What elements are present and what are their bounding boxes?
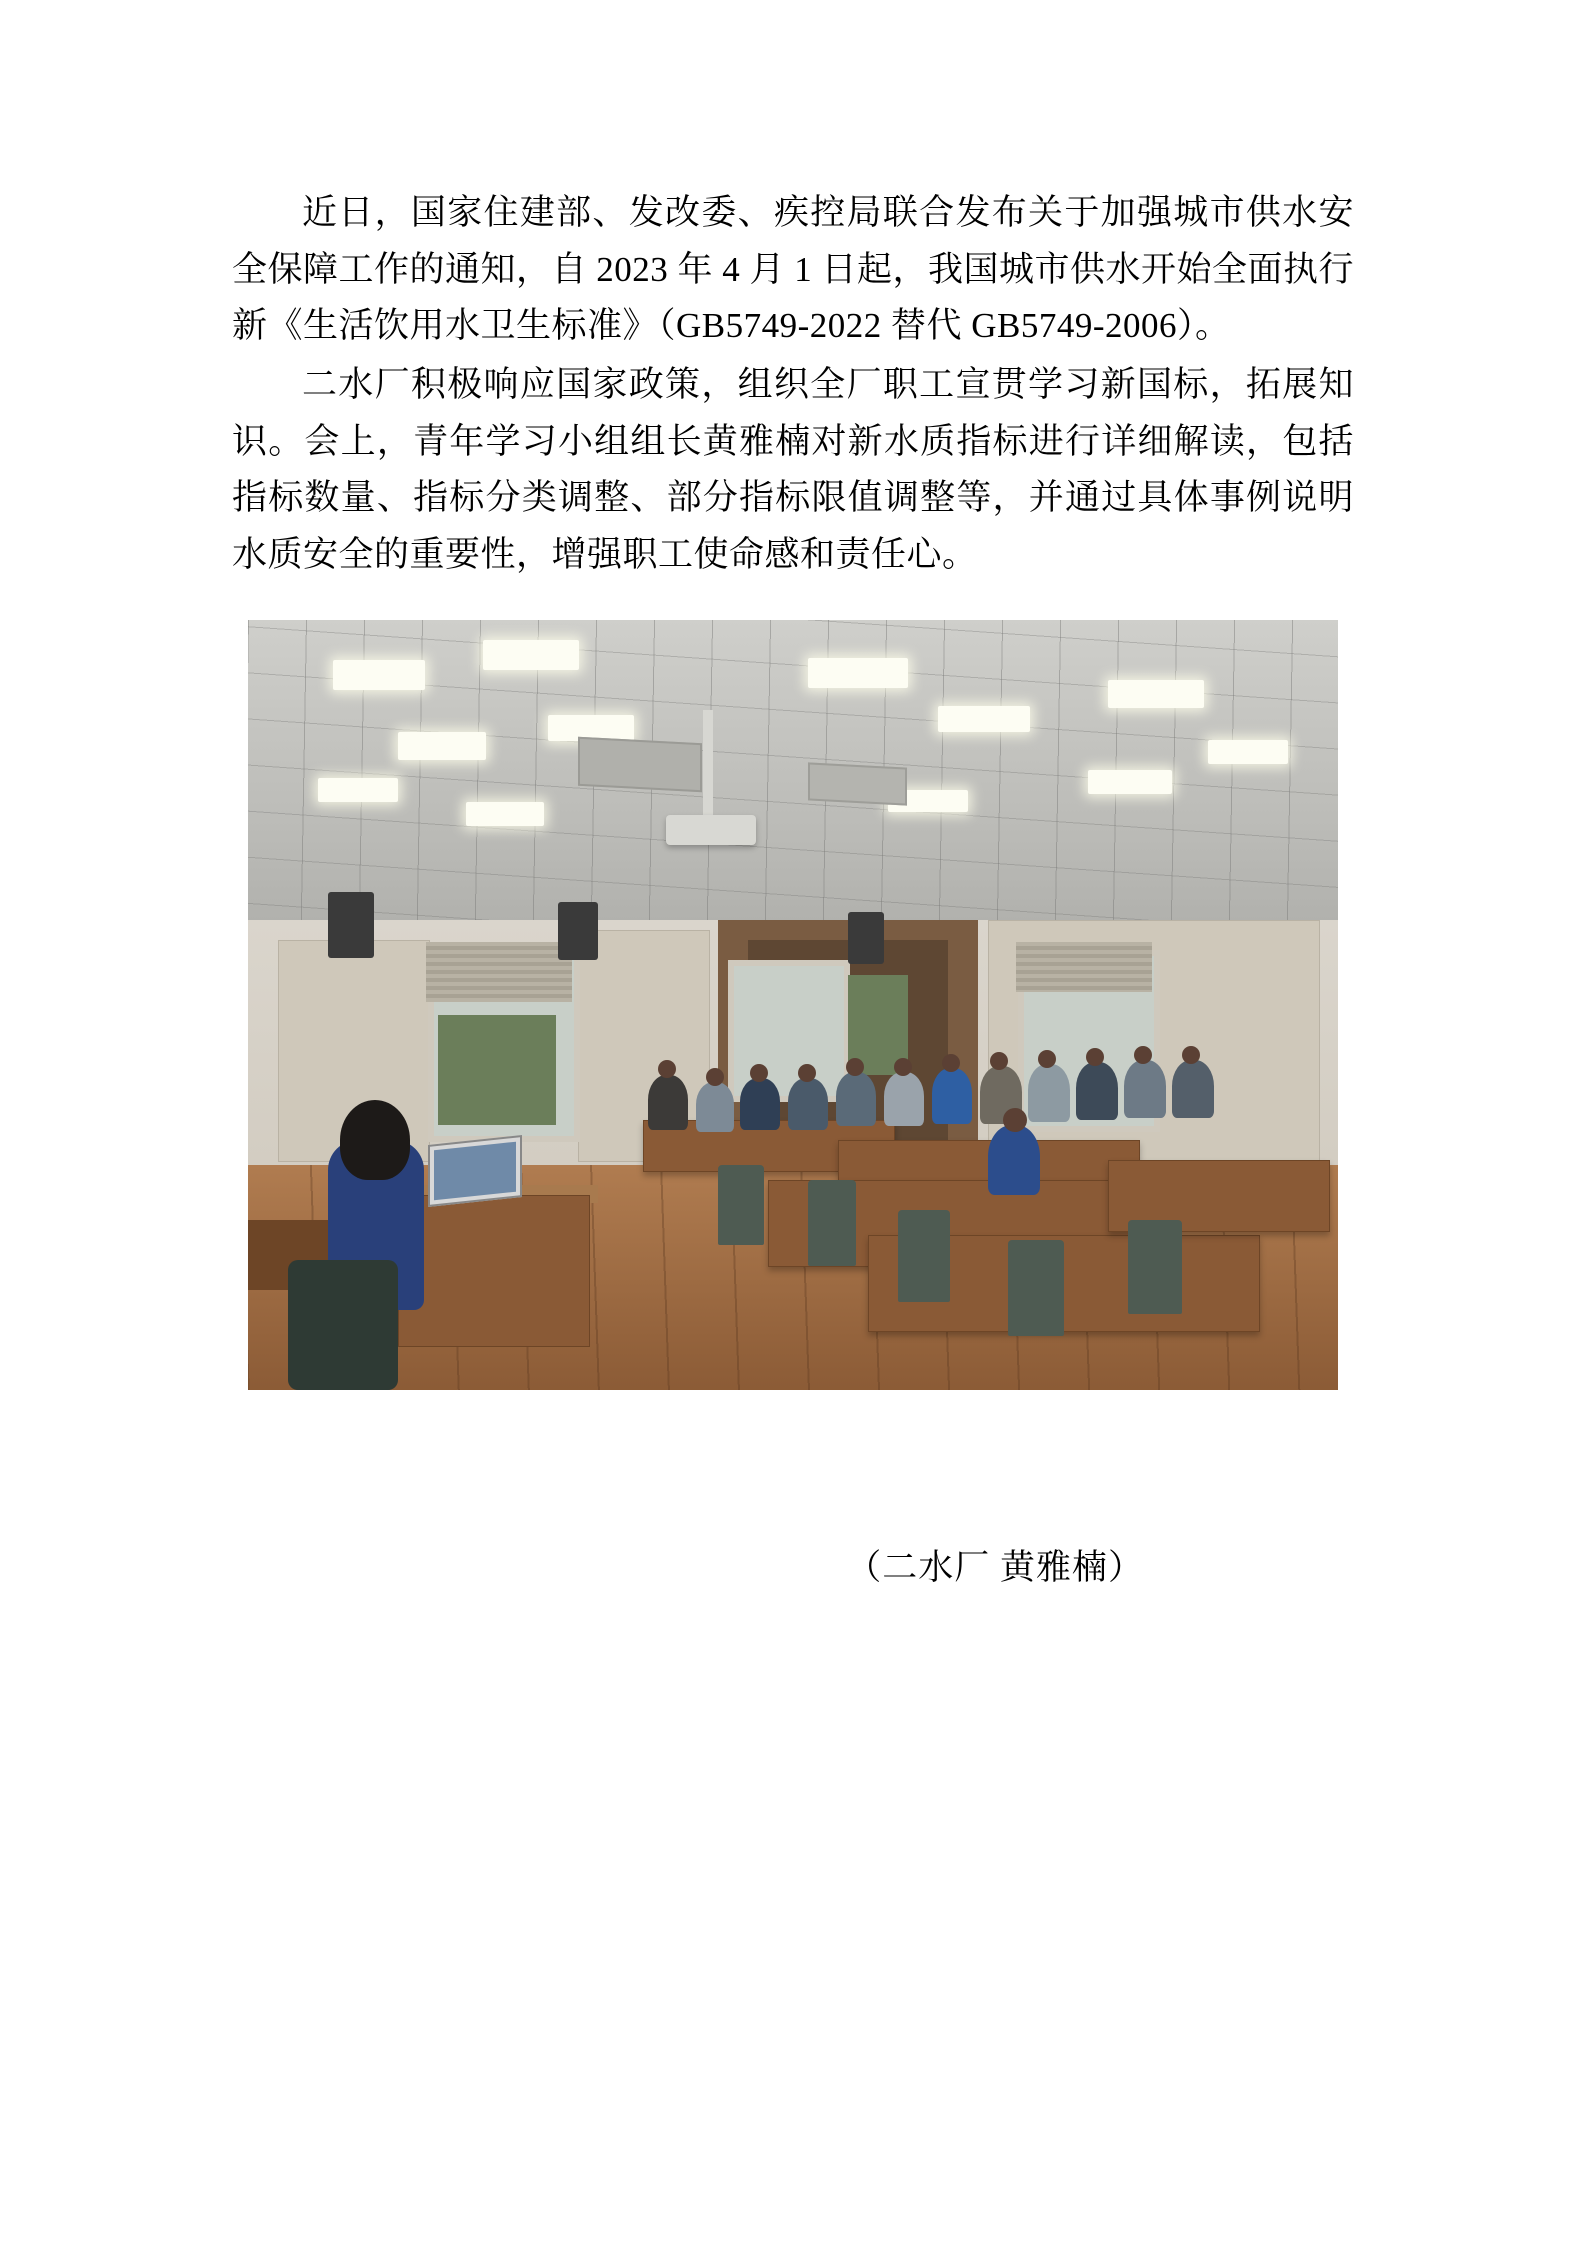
attendee — [988, 1125, 1040, 1195]
paragraph-2: 二水厂积极响应国家政策，组织全厂职工宣贯学习新国标，拓展知识。会上，青年学习小组组长黄雅楠对新水质指标进行详细解读，包括指标数量、指标分类调整、部分指标限值调整等，并通过具体事例说明水质安全的重要性，增强职工使命感和责任心。 — [232, 365, 1354, 575]
ceiling-lamp — [483, 640, 579, 670]
chair — [718, 1165, 764, 1245]
ceiling-lamp — [1208, 740, 1288, 764]
document-body — [232, 185, 1354, 1590]
signature-line: （二水厂 黄雅楠） — [846, 1547, 1144, 1587]
attendee-head — [1003, 1108, 1027, 1132]
projector-mount — [703, 710, 713, 820]
window-blinds — [426, 942, 572, 1002]
chair — [898, 1210, 950, 1302]
attendee — [1172, 1060, 1214, 1118]
attendee-head — [1086, 1048, 1104, 1066]
attendee-head — [658, 1060, 676, 1078]
attendee-head — [942, 1054, 960, 1072]
presenter-chair — [288, 1260, 398, 1390]
wall-speaker — [328, 892, 374, 958]
attendee — [648, 1075, 688, 1130]
window-blinds — [1016, 942, 1152, 992]
attendee — [1028, 1064, 1070, 1122]
attendee-head — [1134, 1046, 1152, 1064]
attendee-head — [894, 1058, 912, 1076]
ceiling-lamp — [466, 802, 544, 826]
attendee-head — [798, 1064, 816, 1082]
meeting-photo — [248, 620, 1338, 1390]
attendee-head — [846, 1058, 864, 1076]
attendee — [740, 1078, 780, 1130]
laptop-screen — [434, 1142, 516, 1201]
ceiling-lamp — [938, 706, 1030, 732]
ceiling-vent — [808, 762, 907, 805]
laptop — [428, 1135, 522, 1207]
presenter-head — [340, 1100, 410, 1180]
chair — [1128, 1220, 1182, 1314]
attendee — [884, 1072, 924, 1126]
wall-speaker — [558, 902, 598, 960]
ceiling-lamp — [333, 660, 425, 690]
attendee-head — [1038, 1050, 1056, 1068]
ceiling-vent — [578, 737, 702, 792]
attendee-head — [706, 1068, 724, 1086]
wall-speaker — [848, 912, 884, 964]
ceiling-lamp — [1108, 680, 1204, 708]
attendee-head — [750, 1064, 768, 1082]
ceiling-lamp — [808, 658, 908, 688]
attendee — [788, 1078, 828, 1130]
attendee-head — [990, 1052, 1008, 1070]
chair — [1008, 1240, 1064, 1336]
paragraph-1: 近日，国家住建部、发改委、疾控局联合发布关于加强城市供水安全保障工作的通知，自 2023 年 4 月 1 日起，我国城市供水开始全面执行新《生活饮用水卫生标准》（GB5749-2022 替代 GB5749-2006）。 — [232, 193, 1355, 346]
attendee — [1124, 1060, 1166, 1118]
podium — [398, 1195, 590, 1347]
figure-container — [232, 620, 1354, 1390]
attendee-head — [1182, 1046, 1200, 1064]
ceiling-lamp — [1088, 770, 1172, 794]
attendee — [1076, 1062, 1118, 1120]
ceiling-lamp — [398, 732, 486, 760]
attendee — [932, 1068, 972, 1124]
attendee — [696, 1082, 734, 1132]
projector — [666, 815, 756, 845]
attendee — [836, 1072, 876, 1126]
ceiling-lamp — [318, 778, 398, 802]
window-foliage — [438, 1015, 556, 1125]
window — [728, 960, 850, 1102]
chair — [808, 1180, 856, 1266]
